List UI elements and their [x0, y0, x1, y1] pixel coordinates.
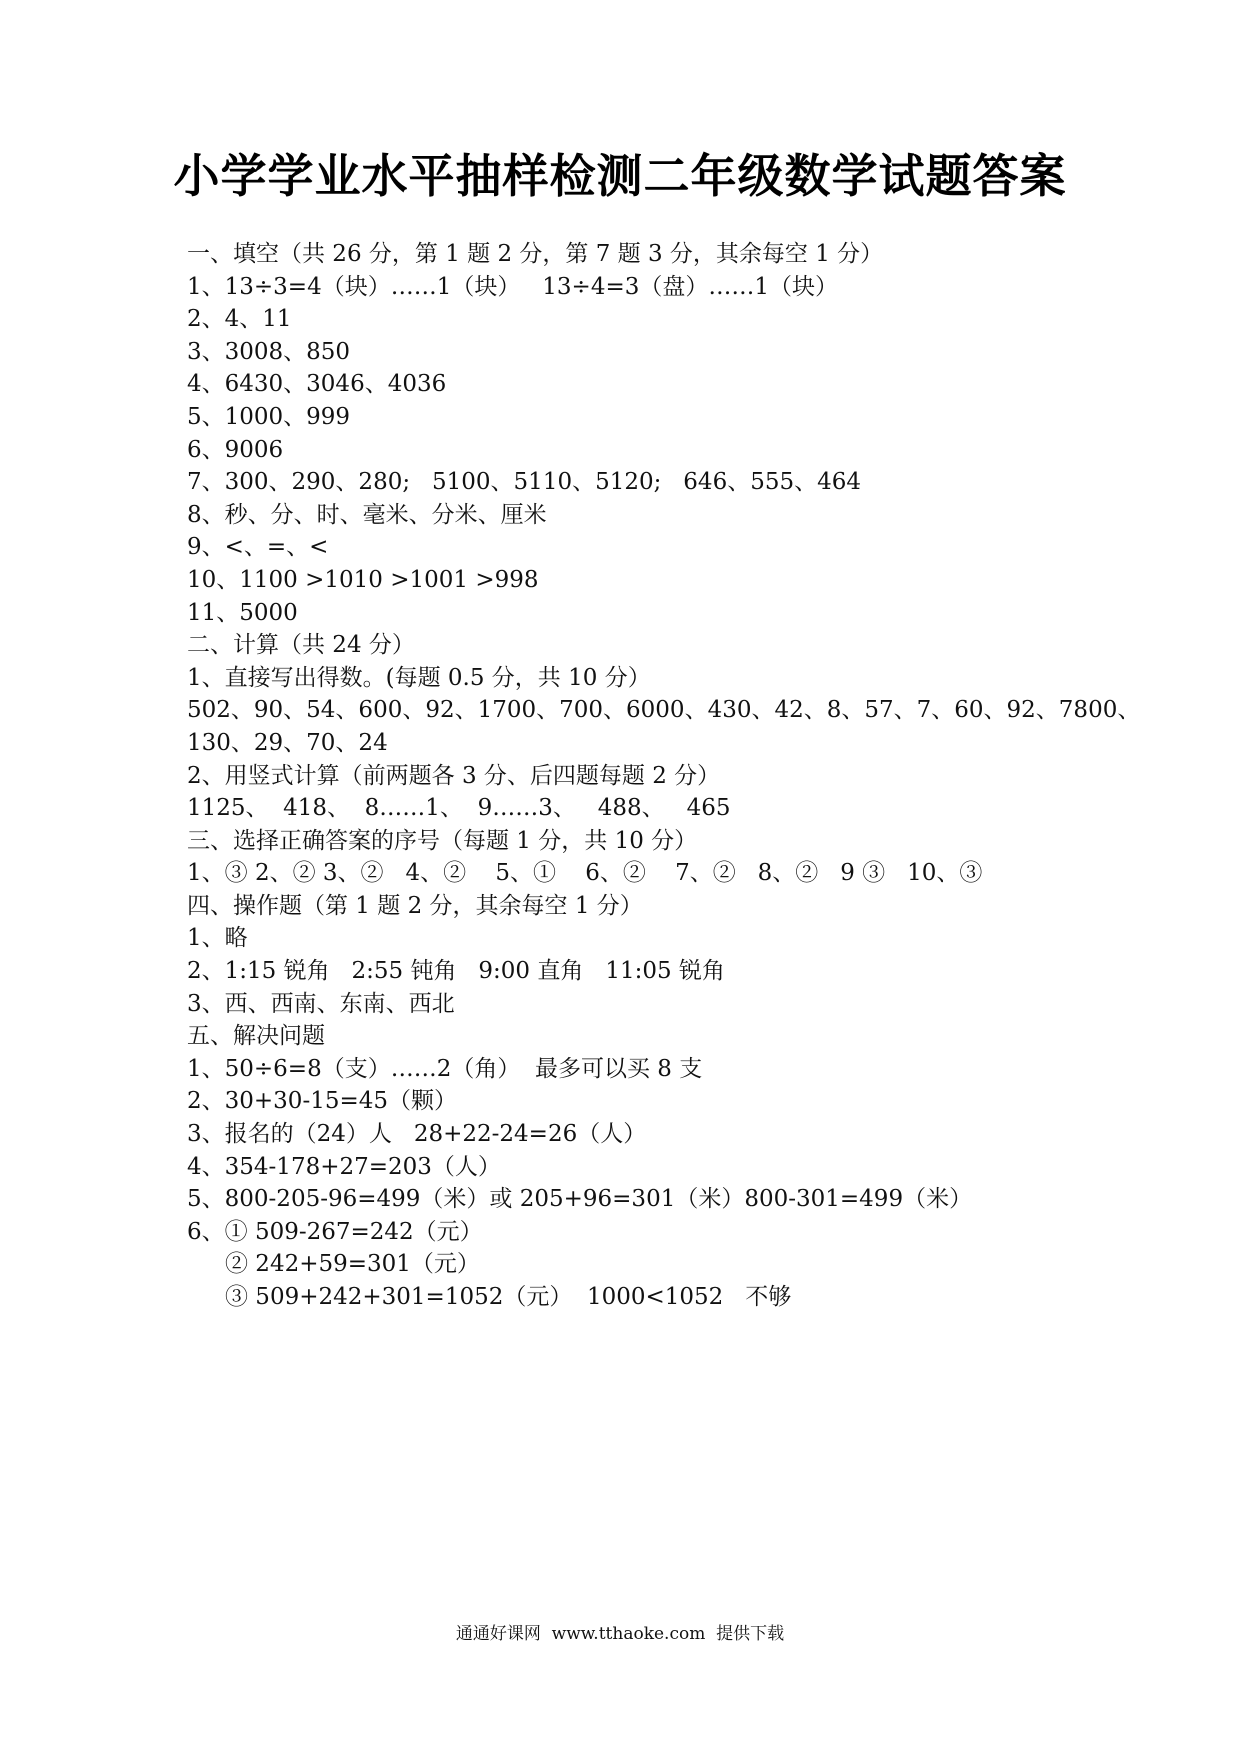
answer-line: 2、用竖式计算（前两题各 3 分、后四题每题 2 分）: [187, 762, 721, 789]
answer-line: 6、① 509-267=242（元）: [187, 1218, 483, 1245]
answer-line: 3、报名的（24）人 28+22-24=26（人）: [187, 1121, 647, 1148]
answer-line: 1、③ 2、② 3、② 4、② 5、① 6、② 7、② 8、② 9 ③ 10、③: [187, 860, 983, 887]
answer-line: 11、5000: [187, 599, 298, 626]
answer-line: 1、略: [187, 925, 248, 952]
answer-line: 1125、 418、 8……1、 9……3、 488、 465: [187, 795, 731, 822]
answer-line: 502、90、54、600、92、1700、700、6000、430、42、8、57、7、60、92、7800、: [187, 697, 1141, 724]
section-heading-calculation: 二、计算（共 24 分）: [187, 632, 415, 659]
answer-line: 9、<、=、<: [187, 534, 329, 561]
footer-source-note: 通通好课网 www.tthaoke.com 提供下载: [455, 1624, 785, 1644]
answer-line: 2、30+30-15=45（颗）: [187, 1088, 458, 1115]
answer-line: 7、300、290、280; 5100、5110、5120; 646、555、464: [187, 469, 861, 496]
answer-line: 3、西、西南、东南、西北: [187, 990, 455, 1017]
answer-line: 2、4、11: [187, 306, 292, 333]
answer-content: [187, 238, 1141, 1314]
section-heading-multiple-choice: 三、选择正确答案的序号（每题 1 分，共 10 分）: [187, 827, 698, 854]
section-heading-operation: 四、操作题（第 1 题 2 分，其余每空 1 分）: [187, 892, 643, 919]
answer-line: 5、800-205-96=499（米）或 205+96=301（米）800-301=499（米）: [187, 1186, 973, 1213]
answer-line: 130、29、70、24: [187, 729, 388, 756]
answer-line: 4、354-178+27=203（人）: [187, 1153, 501, 1180]
section-heading-fill-blank: 一、填空（共 26 分，第 1 题 2 分，第 7 题 3 分，其余每空 1 分）: [187, 241, 884, 267]
answer-line: 10、1100 >1010 >1001 >998: [187, 566, 539, 593]
answer-line: 1、50÷6=8（支）……2（角） 最多可以买 8 支: [187, 1055, 703, 1082]
document-title: 小学学业水平抽样检测二年级数学试题答案: [173, 149, 1067, 203]
answer-line: ② 242+59=301（元）: [225, 1251, 480, 1278]
answer-line: 1、直接写出得数。(每题 0.5 分，共 10 分）: [187, 664, 651, 691]
section-heading-problem-solving: 五、解决问题: [187, 1023, 325, 1050]
answer-line: 3、3008、850: [187, 338, 351, 365]
answer-line: 8、秒、分、时、毫米、分米、厘米: [187, 501, 547, 528]
answer-line: 6、9006: [187, 436, 284, 463]
answer-line: 4、6430、3046、4036: [187, 371, 447, 398]
answer-line: 5、1000、999: [187, 403, 351, 430]
answer-line: 2、1:15 锐角 2:55 钝角 9:00 直角 11:05 锐角: [187, 958, 725, 985]
answer-line: ③ 509+242+301=1052（元） 1000<1052 不够: [225, 1284, 792, 1310]
answer-line: 1、13÷3=4（块）……1（块） 13÷4=3（盘）……1（块）: [187, 273, 838, 300]
